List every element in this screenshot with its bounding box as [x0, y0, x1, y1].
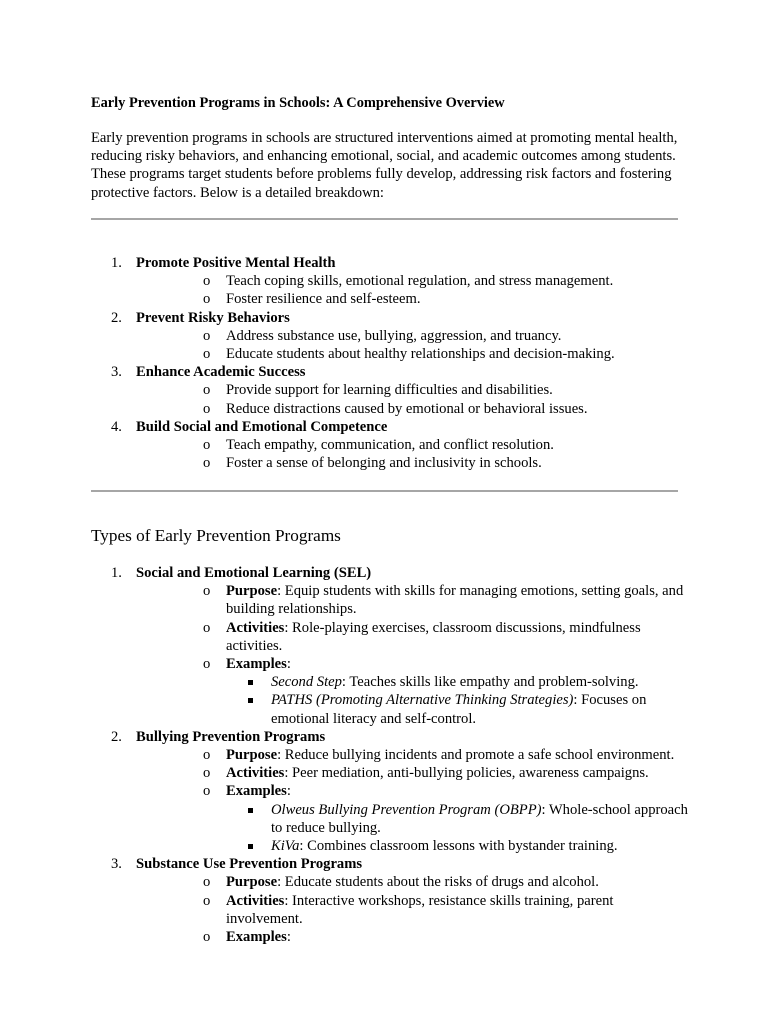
- list-item: o Reduce distractions caused by emotional or behavioral issues.: [203, 400, 588, 417]
- goal-heading: Build Social and Emotional Competence: [136, 418, 388, 435]
- activities-text: : Interactive workshops, resistance skills training, parent involvement.: [226, 892, 614, 927]
- example-item: [136, 673, 691, 691]
- program-item: [91, 728, 691, 855]
- purpose-item: [136, 582, 691, 618]
- list-item: o Teach coping skills, emotional regulation, and stress management.: [203, 273, 614, 290]
- square-bullet-icon: [248, 844, 253, 849]
- activities-item: [136, 892, 691, 928]
- goal-points: [136, 327, 691, 363]
- circle-bullet-icon: o: [203, 291, 211, 308]
- square-bullet-icon: [248, 680, 253, 685]
- item-number: 4.: [111, 418, 122, 435]
- circle-bullet-icon: o: [203, 929, 211, 946]
- purpose-label: Purpose: [226, 583, 278, 600]
- goal-points: [136, 436, 691, 472]
- circle-bullet-icon: o: [203, 583, 211, 600]
- purpose-label: Purpose: [226, 874, 278, 891]
- horizontal-rule: [91, 218, 678, 220]
- circle-bullet-icon: o: [203, 656, 211, 673]
- item-number: 2.: [111, 728, 122, 745]
- list-item: o Address substance use, bullying, aggression, and truancy.: [203, 327, 562, 344]
- program-details: [136, 873, 691, 946]
- examples-list: [136, 801, 691, 856]
- goal-heading: Prevent Risky Behaviors: [136, 309, 290, 326]
- program-details: [136, 746, 691, 801]
- goals-list: [91, 254, 691, 472]
- list-item: o Teach empathy, communication, and conflict resolution.: [203, 437, 554, 454]
- examples-item: o Examples:: [203, 656, 291, 673]
- square-bullet-icon: [248, 698, 253, 703]
- circle-bullet-icon: o: [203, 437, 211, 454]
- document-title: Early Prevention Programs in Schools: A Comprehensive Overview: [91, 95, 505, 111]
- activities-item: [136, 764, 691, 782]
- examples-item: o Examples:: [203, 783, 291, 800]
- list-item: o Foster resilience and self-esteem.: [203, 291, 421, 308]
- goal-points: [136, 272, 691, 308]
- square-bullet-icon: [248, 808, 253, 813]
- goal-item: [91, 418, 691, 473]
- goal-item: [91, 363, 691, 418]
- circle-bullet-icon: o: [203, 765, 211, 782]
- list-item: o Provide support for learning difficulties and disabilities.: [203, 382, 553, 399]
- program-types-list: [91, 564, 691, 946]
- goal-heading: Promote Positive Mental Health: [136, 255, 336, 271]
- examples-label: Examples: [226, 929, 287, 946]
- program-heading: Social and Emotional Learning (SEL): [136, 565, 372, 581]
- circle-bullet-icon: o: [203, 400, 211, 417]
- section-heading: Types of Early Prevention Programs: [91, 526, 341, 545]
- list-item: o Educate students about healthy relationships and decision-making.: [203, 346, 615, 363]
- activities-label: Activities: [226, 765, 285, 782]
- circle-bullet-icon: o: [203, 273, 211, 290]
- example-item: [136, 837, 691, 855]
- purpose-label: Purpose: [226, 747, 278, 764]
- example-desc: : Combines classroom lessons with bystander training.: [299, 838, 618, 855]
- item-number: 1.: [111, 565, 122, 581]
- purpose-text: : Equip students with skills for managing emotions, setting goals, and building relationships.: [226, 583, 684, 618]
- example-name: PATHS (Promoting Alternative Thinking Strategies): [271, 692, 574, 709]
- examples-item: o Examples:: [203, 929, 291, 946]
- example-desc: : Whole-school approach to reduce bullying.: [271, 801, 688, 836]
- item-number: 3.: [111, 364, 122, 381]
- horizontal-rule: [91, 490, 678, 492]
- program-item: [91, 855, 691, 946]
- activities-label: Activities: [226, 892, 285, 909]
- purpose-text: : Reduce bullying incidents and promote a safe school environment.: [277, 747, 675, 764]
- example-name: Olweus Bullying Prevention Program (OBPP): [271, 801, 542, 818]
- example-desc: : Teaches skills like empathy and problem-solving.: [341, 674, 639, 691]
- goal-item: [91, 254, 691, 309]
- circle-bullet-icon: o: [203, 382, 211, 399]
- goal-heading: Enhance Academic Success: [136, 364, 306, 381]
- activities-text: : Peer mediation, anti-bullying policies, awareness campaigns.: [284, 765, 649, 782]
- program-heading: Bullying Prevention Programs: [136, 728, 326, 745]
- circle-bullet-icon: o: [203, 455, 211, 472]
- example-name: KiVa: [271, 838, 300, 855]
- circle-bullet-icon: o: [203, 747, 211, 764]
- purpose-text: : Educate students about the risks of drugs and alcohol.: [277, 874, 599, 891]
- item-number: 3.: [111, 856, 122, 873]
- circle-bullet-icon: o: [203, 783, 211, 800]
- example-desc: : Focuses on emotional literacy and self-control.: [271, 692, 647, 727]
- goal-points: [136, 381, 691, 417]
- circle-bullet-icon: o: [203, 346, 211, 363]
- example-item: [136, 801, 691, 837]
- example-name: Second Step: [271, 674, 342, 691]
- examples-list: [136, 673, 691, 728]
- example-item: [136, 691, 691, 727]
- program-heading: Substance Use Prevention Programs: [136, 856, 363, 873]
- list-item: o Foster a sense of belonging and inclusivity in schools.: [203, 455, 542, 472]
- examples-label: Examples: [226, 783, 287, 800]
- activities-item: [136, 619, 691, 655]
- activities-label: Activities: [226, 619, 285, 636]
- program-item: [91, 564, 691, 728]
- circle-bullet-icon: o: [203, 874, 211, 891]
- purpose-item: [136, 746, 691, 764]
- program-details: [136, 582, 691, 673]
- item-number: 2.: [111, 309, 122, 326]
- circle-bullet-icon: o: [203, 327, 211, 344]
- examples-label: Examples: [226, 656, 287, 673]
- activities-text: : Role-playing exercises, classroom discussions, mindfulness activities.: [226, 619, 641, 654]
- intro-paragraph: Early prevention programs in schools are structured interventions aimed at promoting mental health, reducing risky behaviors, and enhancing emotional, social, and academic outcomes among students. These programs target students before problems fully develop, addressing risk factors and fostering protective factors. Below is a detailed breakdown:: [91, 130, 678, 201]
- item-number: 1.: [111, 255, 122, 271]
- circle-bullet-icon: o: [203, 619, 211, 636]
- purpose-item: [136, 873, 691, 891]
- circle-bullet-icon: o: [203, 892, 211, 909]
- goal-item: [91, 309, 691, 364]
